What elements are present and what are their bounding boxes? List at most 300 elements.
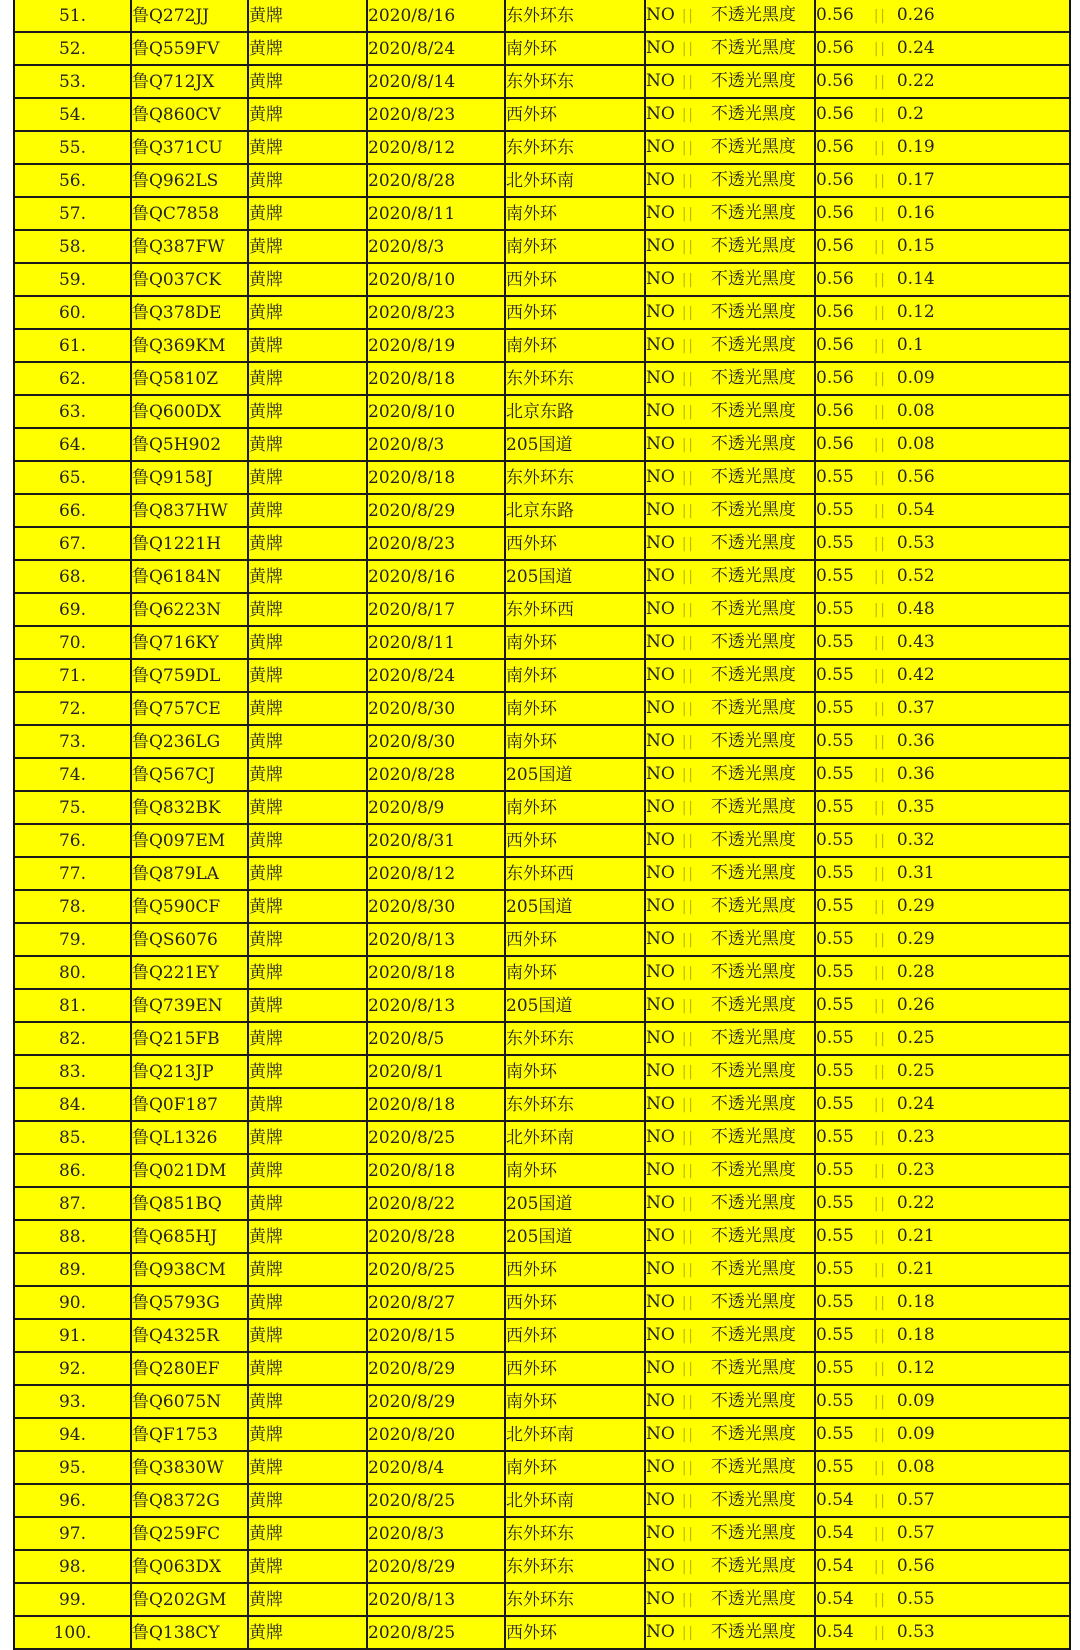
row-number-cell[interactable] (15, 1550, 131, 1583)
result-cell[interactable] (645, 1319, 815, 1352)
plate-color-cell[interactable] (248, 956, 367, 989)
result-cell[interactable] (645, 263, 815, 296)
road-cell[interactable] (505, 758, 645, 791)
road-cell[interactable] (505, 626, 645, 659)
plate-color-cell[interactable] (248, 32, 367, 65)
road-cell[interactable] (505, 296, 645, 329)
date-cell[interactable] (367, 857, 505, 890)
row-number-cell[interactable] (15, 890, 131, 923)
road-cell[interactable] (505, 1385, 645, 1418)
date-cell[interactable] (367, 824, 505, 857)
road-cell[interactable] (505, 164, 645, 197)
plate-number-cell[interactable] (131, 1154, 248, 1187)
values-cell[interactable] (815, 725, 1069, 758)
road-cell[interactable] (505, 1616, 645, 1649)
values-cell[interactable] (815, 1385, 1069, 1418)
row-number-cell[interactable] (15, 1319, 131, 1352)
date-cell[interactable] (367, 362, 505, 395)
date-cell[interactable] (367, 1220, 505, 1253)
row-number-cell[interactable] (15, 527, 131, 560)
row-number-cell[interactable] (15, 1088, 131, 1121)
plate-color-cell[interactable] (248, 1022, 367, 1055)
road-cell[interactable] (505, 1550, 645, 1583)
road-cell[interactable] (505, 0, 645, 32)
values-cell[interactable] (815, 758, 1069, 791)
date-cell[interactable] (367, 923, 505, 956)
result-cell[interactable] (645, 956, 815, 989)
date-cell[interactable] (367, 0, 505, 32)
date-cell[interactable] (367, 461, 505, 494)
values-cell[interactable] (815, 791, 1069, 824)
road-cell[interactable] (505, 1055, 645, 1088)
row-number-cell[interactable] (15, 1352, 131, 1385)
road-cell[interactable] (505, 923, 645, 956)
row-number-cell[interactable] (15, 98, 131, 131)
values-cell[interactable] (815, 65, 1069, 98)
plate-number-cell[interactable] (131, 527, 248, 560)
result-cell[interactable] (645, 1286, 815, 1319)
row-number-cell[interactable] (15, 923, 131, 956)
plate-number-cell[interactable] (131, 65, 248, 98)
row-number-cell[interactable] (15, 428, 131, 461)
plate-number-cell[interactable] (131, 197, 248, 230)
plate-number-cell[interactable] (131, 461, 248, 494)
result-cell[interactable] (645, 725, 815, 758)
result-cell[interactable] (645, 890, 815, 923)
plate-number-cell[interactable] (131, 395, 248, 428)
plate-color-cell[interactable] (248, 692, 367, 725)
result-cell[interactable] (645, 1253, 815, 1286)
date-cell[interactable] (367, 1418, 505, 1451)
values-cell[interactable] (815, 659, 1069, 692)
date-cell[interactable] (367, 1055, 505, 1088)
row-number-cell[interactable] (15, 131, 131, 164)
result-cell[interactable] (645, 1583, 815, 1616)
plate-color-cell[interactable] (248, 98, 367, 131)
plate-color-cell[interactable] (248, 362, 367, 395)
plate-number-cell[interactable] (131, 692, 248, 725)
plate-number-cell[interactable] (131, 1121, 248, 1154)
row-number-cell[interactable] (15, 1385, 131, 1418)
result-cell[interactable] (645, 1088, 815, 1121)
date-cell[interactable] (367, 1451, 505, 1484)
road-cell[interactable] (505, 1484, 645, 1517)
date-cell[interactable] (367, 1088, 505, 1121)
plate-number-cell[interactable] (131, 1220, 248, 1253)
road-cell[interactable] (505, 1253, 645, 1286)
road-cell[interactable] (505, 1187, 645, 1220)
road-cell[interactable] (505, 692, 645, 725)
row-number-cell[interactable] (15, 1616, 131, 1649)
road-cell[interactable] (505, 1352, 645, 1385)
plate-number-cell[interactable] (131, 164, 248, 197)
plate-number-cell[interactable] (131, 1550, 248, 1583)
date-cell[interactable] (367, 758, 505, 791)
date-cell[interactable] (367, 890, 505, 923)
values-cell[interactable] (815, 890, 1069, 923)
road-cell[interactable] (505, 527, 645, 560)
plate-number-cell[interactable] (131, 131, 248, 164)
values-cell[interactable] (815, 857, 1069, 890)
result-cell[interactable] (645, 1154, 815, 1187)
date-cell[interactable] (367, 65, 505, 98)
row-number-cell[interactable] (15, 692, 131, 725)
row-number-cell[interactable] (15, 1253, 131, 1286)
values-cell[interactable] (815, 1055, 1069, 1088)
plate-number-cell[interactable] (131, 659, 248, 692)
date-cell[interactable] (367, 428, 505, 461)
result-cell[interactable] (645, 494, 815, 527)
result-cell[interactable] (645, 1352, 815, 1385)
plate-number-cell[interactable] (131, 956, 248, 989)
road-cell[interactable] (505, 1319, 645, 1352)
row-number-cell[interactable] (15, 1154, 131, 1187)
result-cell[interactable] (645, 0, 815, 32)
road-cell[interactable] (505, 659, 645, 692)
values-cell[interactable] (815, 1220, 1069, 1253)
values-cell[interactable] (815, 428, 1069, 461)
road-cell[interactable] (505, 362, 645, 395)
plate-color-cell[interactable] (248, 1055, 367, 1088)
date-cell[interactable] (367, 560, 505, 593)
plate-color-cell[interactable] (248, 1319, 367, 1352)
row-number-cell[interactable] (15, 32, 131, 65)
values-cell[interactable] (815, 296, 1069, 329)
result-cell[interactable] (645, 824, 815, 857)
result-cell[interactable] (645, 626, 815, 659)
road-cell[interactable] (505, 1022, 645, 1055)
date-cell[interactable] (367, 1319, 505, 1352)
plate-color-cell[interactable] (248, 560, 367, 593)
result-cell[interactable] (645, 659, 815, 692)
plate-number-cell[interactable] (131, 890, 248, 923)
plate-number-cell[interactable] (131, 857, 248, 890)
road-cell[interactable] (505, 461, 645, 494)
road-cell[interactable] (505, 197, 645, 230)
plate-number-cell[interactable] (131, 0, 248, 32)
values-cell[interactable] (815, 923, 1069, 956)
plate-color-cell[interactable] (248, 824, 367, 857)
plate-color-cell[interactable] (248, 1418, 367, 1451)
plate-color-cell[interactable] (248, 758, 367, 791)
road-cell[interactable] (505, 494, 645, 527)
values-cell[interactable] (815, 1187, 1069, 1220)
date-cell[interactable] (367, 1385, 505, 1418)
plate-number-cell[interactable] (131, 428, 248, 461)
road-cell[interactable] (505, 428, 645, 461)
plate-number-cell[interactable] (131, 1055, 248, 1088)
values-cell[interactable] (815, 494, 1069, 527)
values-cell[interactable] (815, 461, 1069, 494)
date-cell[interactable] (367, 329, 505, 362)
values-cell[interactable] (815, 1451, 1069, 1484)
result-cell[interactable] (645, 527, 815, 560)
road-cell[interactable] (505, 1286, 645, 1319)
plate-color-cell[interactable] (248, 1385, 367, 1418)
plate-color-cell[interactable] (248, 263, 367, 296)
values-cell[interactable] (815, 1418, 1069, 1451)
row-number-cell[interactable] (15, 197, 131, 230)
plate-color-cell[interactable] (248, 197, 367, 230)
plate-number-cell[interactable] (131, 1088, 248, 1121)
plate-color-cell[interactable] (248, 296, 367, 329)
values-cell[interactable] (815, 1484, 1069, 1517)
road-cell[interactable] (505, 32, 645, 65)
row-number-cell[interactable] (15, 461, 131, 494)
date-cell[interactable] (367, 725, 505, 758)
plate-number-cell[interactable] (131, 263, 248, 296)
road-cell[interactable] (505, 791, 645, 824)
road-cell[interactable] (505, 263, 645, 296)
values-cell[interactable] (815, 1154, 1069, 1187)
row-number-cell[interactable] (15, 1451, 131, 1484)
row-number-cell[interactable] (15, 1022, 131, 1055)
values-cell[interactable] (815, 692, 1069, 725)
result-cell[interactable] (645, 1055, 815, 1088)
plate-number-cell[interactable] (131, 494, 248, 527)
plate-color-cell[interactable] (248, 989, 367, 1022)
row-number-cell[interactable] (15, 593, 131, 626)
plate-color-cell[interactable] (248, 0, 367, 32)
date-cell[interactable] (367, 1154, 505, 1187)
road-cell[interactable] (505, 1418, 645, 1451)
result-cell[interactable] (645, 1187, 815, 1220)
row-number-cell[interactable] (15, 65, 131, 98)
row-number-cell[interactable] (15, 791, 131, 824)
row-number-cell[interactable] (15, 1187, 131, 1220)
plate-color-cell[interactable] (248, 1550, 367, 1583)
plate-color-cell[interactable] (248, 1154, 367, 1187)
date-cell[interactable] (367, 956, 505, 989)
date-cell[interactable] (367, 626, 505, 659)
plate-color-cell[interactable] (248, 1517, 367, 1550)
date-cell[interactable] (367, 131, 505, 164)
row-number-cell[interactable] (15, 1220, 131, 1253)
row-number-cell[interactable] (15, 1583, 131, 1616)
result-cell[interactable] (645, 1022, 815, 1055)
row-number-cell[interactable] (15, 626, 131, 659)
row-number-cell[interactable] (15, 296, 131, 329)
result-cell[interactable] (645, 230, 815, 263)
date-cell[interactable] (367, 1121, 505, 1154)
date-cell[interactable] (367, 1550, 505, 1583)
road-cell[interactable] (505, 824, 645, 857)
plate-color-cell[interactable] (248, 923, 367, 956)
plate-color-cell[interactable] (248, 329, 367, 362)
row-number-cell[interactable] (15, 329, 131, 362)
plate-color-cell[interactable] (248, 857, 367, 890)
row-number-cell[interactable] (15, 362, 131, 395)
row-number-cell[interactable] (15, 824, 131, 857)
result-cell[interactable] (645, 461, 815, 494)
result-cell[interactable] (645, 923, 815, 956)
date-cell[interactable] (367, 296, 505, 329)
plate-number-cell[interactable] (131, 1418, 248, 1451)
result-cell[interactable] (645, 197, 815, 230)
plate-color-cell[interactable] (248, 461, 367, 494)
result-cell[interactable] (645, 692, 815, 725)
result-cell[interactable] (645, 1385, 815, 1418)
date-cell[interactable] (367, 659, 505, 692)
date-cell[interactable] (367, 1352, 505, 1385)
plate-color-cell[interactable] (248, 1616, 367, 1649)
plate-number-cell[interactable] (131, 362, 248, 395)
date-cell[interactable] (367, 395, 505, 428)
plate-color-cell[interactable] (248, 1187, 367, 1220)
values-cell[interactable] (815, 824, 1069, 857)
result-cell[interactable] (645, 857, 815, 890)
date-cell[interactable] (367, 593, 505, 626)
plate-color-cell[interactable] (248, 593, 367, 626)
plate-number-cell[interactable] (131, 1187, 248, 1220)
plate-color-cell[interactable] (248, 626, 367, 659)
result-cell[interactable] (645, 758, 815, 791)
road-cell[interactable] (505, 725, 645, 758)
plate-number-cell[interactable] (131, 1352, 248, 1385)
plate-number-cell[interactable] (131, 725, 248, 758)
road-cell[interactable] (505, 1154, 645, 1187)
plate-color-cell[interactable] (248, 230, 367, 263)
plate-number-cell[interactable] (131, 1583, 248, 1616)
row-number-cell[interactable] (15, 725, 131, 758)
result-cell[interactable] (645, 1220, 815, 1253)
plate-color-cell[interactable] (248, 1484, 367, 1517)
road-cell[interactable] (505, 989, 645, 1022)
plate-color-cell[interactable] (248, 164, 367, 197)
result-cell[interactable] (645, 1484, 815, 1517)
values-cell[interactable] (815, 1253, 1069, 1286)
date-cell[interactable] (367, 1583, 505, 1616)
row-number-cell[interactable] (15, 395, 131, 428)
plate-color-cell[interactable] (248, 1583, 367, 1616)
result-cell[interactable] (645, 395, 815, 428)
road-cell[interactable] (505, 1088, 645, 1121)
date-cell[interactable] (367, 263, 505, 296)
plate-number-cell[interactable] (131, 593, 248, 626)
plate-color-cell[interactable] (248, 1121, 367, 1154)
road-cell[interactable] (505, 857, 645, 890)
result-cell[interactable] (645, 32, 815, 65)
plate-number-cell[interactable] (131, 329, 248, 362)
result-cell[interactable] (645, 1418, 815, 1451)
result-cell[interactable] (645, 98, 815, 131)
plate-number-cell[interactable] (131, 1385, 248, 1418)
values-cell[interactable] (815, 560, 1069, 593)
values-cell[interactable] (815, 1550, 1069, 1583)
date-cell[interactable] (367, 494, 505, 527)
date-cell[interactable] (367, 230, 505, 263)
row-number-cell[interactable] (15, 1418, 131, 1451)
plate-color-cell[interactable] (248, 1220, 367, 1253)
plate-number-cell[interactable] (131, 230, 248, 263)
date-cell[interactable] (367, 1286, 505, 1319)
plate-color-cell[interactable] (248, 527, 367, 560)
row-number-cell[interactable] (15, 1286, 131, 1319)
road-cell[interactable] (505, 1121, 645, 1154)
plate-number-cell[interactable] (131, 791, 248, 824)
values-cell[interactable] (815, 1319, 1069, 1352)
values-cell[interactable] (815, 1022, 1069, 1055)
row-number-cell[interactable] (15, 659, 131, 692)
values-cell[interactable] (815, 362, 1069, 395)
road-cell[interactable] (505, 131, 645, 164)
date-cell[interactable] (367, 1616, 505, 1649)
values-cell[interactable] (815, 131, 1069, 164)
plate-number-cell[interactable] (131, 98, 248, 131)
date-cell[interactable] (367, 164, 505, 197)
result-cell[interactable] (645, 329, 815, 362)
date-cell[interactable] (367, 1187, 505, 1220)
values-cell[interactable] (815, 1121, 1069, 1154)
plate-number-cell[interactable] (131, 1616, 248, 1649)
plate-number-cell[interactable] (131, 1286, 248, 1319)
plate-number-cell[interactable] (131, 1022, 248, 1055)
plate-color-cell[interactable] (248, 725, 367, 758)
values-cell[interactable] (815, 956, 1069, 989)
values-cell[interactable] (815, 329, 1069, 362)
row-number-cell[interactable] (15, 989, 131, 1022)
values-cell[interactable] (815, 263, 1069, 296)
plate-number-cell[interactable] (131, 923, 248, 956)
plate-color-cell[interactable] (248, 65, 367, 98)
date-cell[interactable] (367, 98, 505, 131)
values-cell[interactable] (815, 395, 1069, 428)
row-number-cell[interactable] (15, 1121, 131, 1154)
plate-color-cell[interactable] (248, 659, 367, 692)
result-cell[interactable] (645, 1616, 815, 1649)
plate-color-cell[interactable] (248, 1352, 367, 1385)
row-number-cell[interactable] (15, 1517, 131, 1550)
row-number-cell[interactable] (15, 0, 131, 32)
date-cell[interactable] (367, 32, 505, 65)
plate-color-cell[interactable] (248, 395, 367, 428)
road-cell[interactable] (505, 956, 645, 989)
values-cell[interactable] (815, 1286, 1069, 1319)
result-cell[interactable] (645, 362, 815, 395)
row-number-cell[interactable] (15, 164, 131, 197)
values-cell[interactable] (815, 1616, 1069, 1649)
plate-color-cell[interactable] (248, 1286, 367, 1319)
row-number-cell[interactable] (15, 857, 131, 890)
road-cell[interactable] (505, 1451, 645, 1484)
road-cell[interactable] (505, 1583, 645, 1616)
plate-color-cell[interactable] (248, 890, 367, 923)
plate-number-cell[interactable] (131, 989, 248, 1022)
values-cell[interactable] (815, 32, 1069, 65)
values-cell[interactable] (815, 1517, 1069, 1550)
plate-number-cell[interactable] (131, 626, 248, 659)
result-cell[interactable] (645, 1550, 815, 1583)
date-cell[interactable] (367, 1022, 505, 1055)
plate-number-cell[interactable] (131, 296, 248, 329)
plate-number-cell[interactable] (131, 1484, 248, 1517)
plate-number-cell[interactable] (131, 1451, 248, 1484)
values-cell[interactable] (815, 230, 1069, 263)
result-cell[interactable] (645, 1517, 815, 1550)
row-number-cell[interactable] (15, 230, 131, 263)
row-number-cell[interactable] (15, 263, 131, 296)
date-cell[interactable] (367, 1253, 505, 1286)
date-cell[interactable] (367, 527, 505, 560)
result-cell[interactable] (645, 65, 815, 98)
road-cell[interactable] (505, 98, 645, 131)
row-number-cell[interactable] (15, 494, 131, 527)
row-number-cell[interactable] (15, 1484, 131, 1517)
road-cell[interactable] (505, 560, 645, 593)
plate-number-cell[interactable] (131, 1253, 248, 1286)
plate-color-cell[interactable] (248, 1088, 367, 1121)
date-cell[interactable] (367, 1517, 505, 1550)
